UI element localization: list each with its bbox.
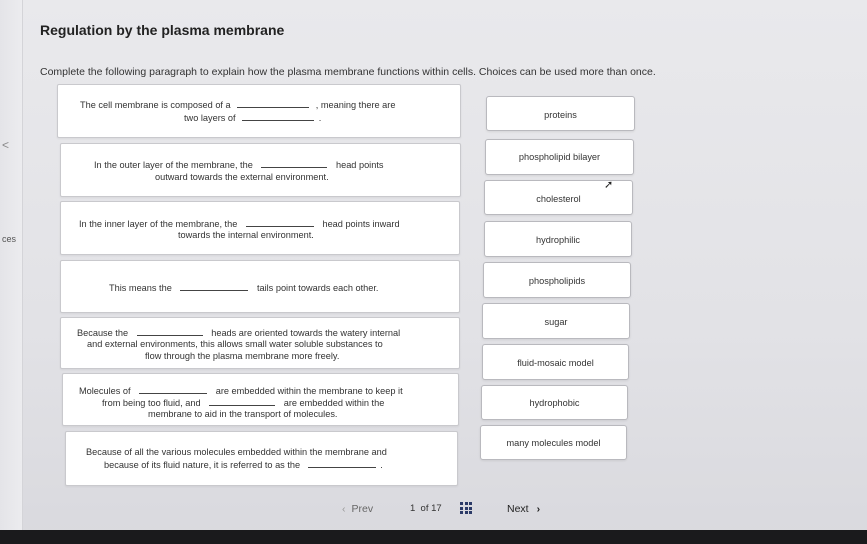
left-side-panel <box>0 0 23 530</box>
chevron-left-icon[interactable]: < <box>2 138 10 152</box>
sentence-text: This means the <box>109 283 172 293</box>
sentence-box-3 <box>60 201 460 255</box>
choice-label: cholesterol <box>536 194 581 204</box>
sentence-text: In the inner layer of the membrane, the <box>79 219 238 229</box>
choice-label: phospholipid bilayer <box>518 152 601 162</box>
drop-blank[interactable] <box>137 326 203 336</box>
sentence-text: flow through the plasma membrane more freely. <box>145 351 340 361</box>
side-panel-label[interactable]: ces <box>2 234 17 244</box>
drop-blank[interactable] <box>237 98 309 108</box>
sentence-text: , meaning there are <box>315 100 396 110</box>
choice-label: fluid-mosaic model <box>517 358 594 368</box>
prev-button[interactable] <box>342 503 373 515</box>
sentence-text: . <box>380 460 383 470</box>
grid-icon[interactable] <box>460 502 472 514</box>
sentence-text: . <box>318 113 322 123</box>
choice-many-molecules-model[interactable] <box>480 425 627 460</box>
choice-label: hydrophilic <box>536 235 580 245</box>
drop-blank[interactable] <box>209 396 275 406</box>
sentence-box-7 <box>65 431 458 486</box>
page-indicator: 1 of 17 <box>410 503 442 514</box>
choice-label: many molecules model <box>506 438 601 448</box>
sentence-text: Because of all the various molecules embedded within the membrane and <box>86 447 387 457</box>
chevron-right-icon: › <box>536 503 541 515</box>
sentence-text: The cell membrane is composed of a <box>80 100 231 110</box>
sentence-text: membrane to aid in the transport of molecules. <box>148 409 338 419</box>
sentence-text: heads are oriented towards the watery internal <box>211 328 401 338</box>
choice-phospholipids[interactable] <box>483 262 631 298</box>
sentence-text: towards the internal environment. <box>178 230 314 240</box>
drop-blank[interactable] <box>180 281 248 291</box>
drop-blank[interactable] <box>308 458 376 468</box>
sentence-box-5 <box>60 317 460 369</box>
sentence-box-4 <box>60 260 460 313</box>
choice-hydrophilic[interactable] <box>484 221 632 257</box>
mouse-cursor-icon: ➚ <box>604 179 614 191</box>
sentence-text: from being too fluid, and <box>102 398 201 408</box>
sentence-text: because of its fluid nature, it is referred to as the <box>104 460 301 470</box>
choice-phospholipid-bilayer[interactable] <box>485 139 634 175</box>
choice-sugar[interactable] <box>482 303 630 339</box>
drop-blank[interactable] <box>261 158 327 168</box>
instructions: Complete the following paragraph to explain how the plasma membrane functions within cells. Choices can be used more than once. <box>40 66 656 78</box>
choice-label: sugar <box>544 317 568 327</box>
sentence-text: and external environments, this allows small water soluble substances to <box>87 339 383 349</box>
choice-fluid-mosaic-model[interactable] <box>482 344 629 380</box>
choice-label: hydrophobic <box>529 398 580 408</box>
drop-blank[interactable] <box>242 111 314 121</box>
prev-label: Prev <box>351 503 374 515</box>
sentence-text: Molecules of <box>79 386 131 396</box>
sentence-box-1 <box>57 84 461 138</box>
chevron-left-icon: ‹ <box>342 503 346 515</box>
sentence-text: head points inward <box>322 219 400 229</box>
next-label: Next <box>507 503 529 515</box>
sentence-text: Because the <box>77 328 129 338</box>
sentence-box-6 <box>62 373 459 426</box>
choice-label: phospholipids <box>528 276 586 286</box>
sentence-text: two layers of <box>184 113 236 123</box>
drop-blank[interactable] <box>246 217 314 227</box>
sentence-text: are embedded within the <box>283 398 385 408</box>
page-title: Regulation by the plasma membrane <box>40 22 285 38</box>
choice-proteins[interactable] <box>486 96 635 131</box>
drop-blank[interactable] <box>139 384 207 394</box>
next-button[interactable] <box>507 503 540 515</box>
sentence-box-2 <box>60 143 461 197</box>
choice-hydrophobic[interactable] <box>481 385 628 420</box>
sentence-text: outward towards the external environment. <box>155 172 329 182</box>
bottom-bar <box>0 530 867 544</box>
sentence-text: head points <box>335 160 384 170</box>
sentence-text: In the outer layer of the membrane, the <box>94 160 253 170</box>
sentence-text: are embedded within the membrane to keep it <box>215 386 403 396</box>
sentence-text: tails point towards each other. <box>256 283 379 293</box>
choice-label: proteins <box>544 110 577 120</box>
